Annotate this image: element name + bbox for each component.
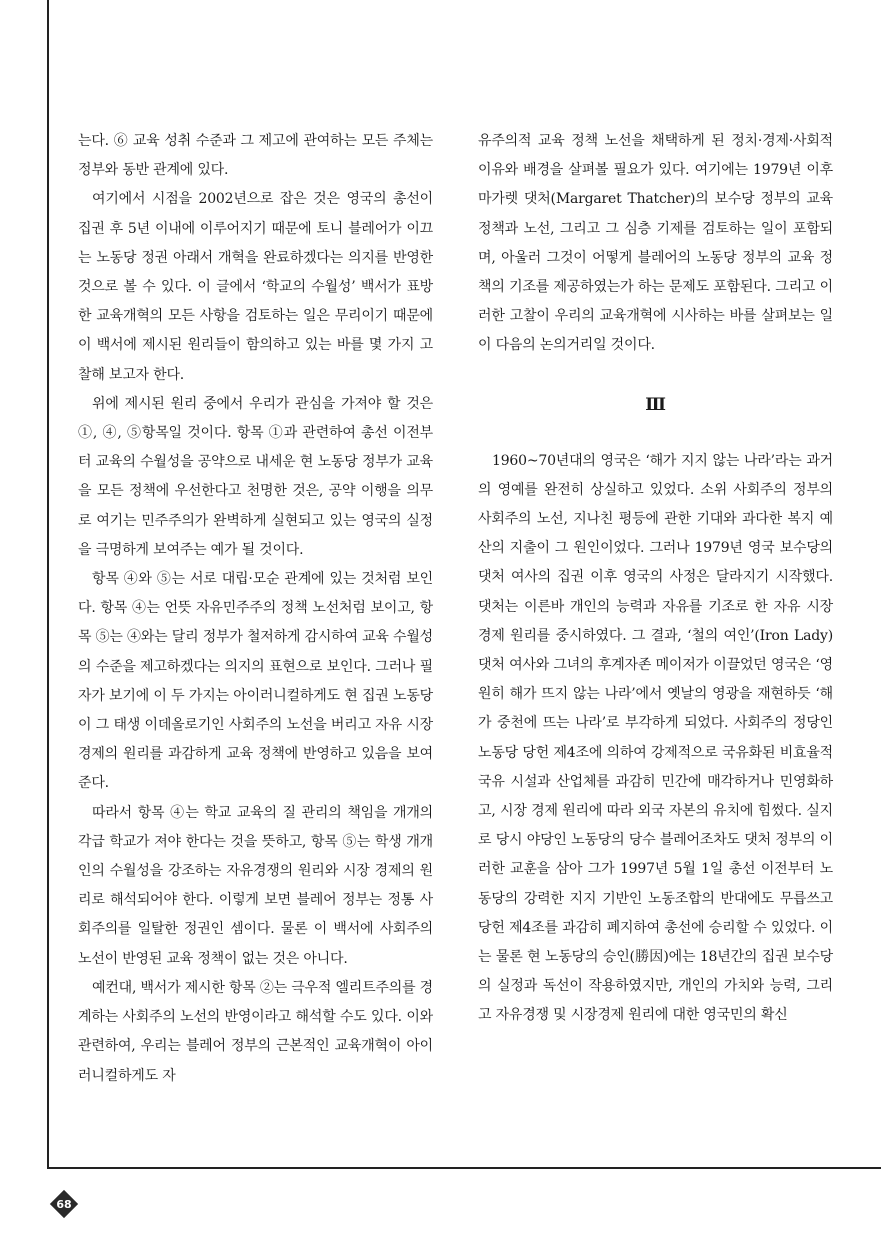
page-frame-left-rule xyxy=(47,0,49,1168)
paragraph: 따라서 항목 ④는 학교 교육의 질 관리의 책임을 개개의 각급 학교가 져야 한다는 것을 뜻하고, 항목 ⑤는 학생 개개인의 수월성을 강조하는 자유경쟁의 원리와 시장 경제의 원리로 해석되어야 한다. 이렇게 보면 블레어 정부는 정통 사회주의를 일탈한 정권인 셈이다. 물론 이 백서에 사회주의 노선이 반영된 교육 정책이 없는 것은 아니다. xyxy=(78,804,433,967)
section-heading: Ⅲ xyxy=(645,394,666,415)
paragraph: 는다. ⑥ 교육 성취 수준과 그 제고에 관여하는 모든 주체는 정부와 동반 관계에 있다. xyxy=(78,133,433,179)
paragraph: 1960~70년대의 영국은 ‘해가 지지 않는 나라’라는 과거의 영예를 완전히 상실하고 있었다. 소위 사회주의 정부의 사회주의 노선, 지나친 평등에 관한 기대와 과다한 복지 예산의 지출이 그 원인이었다. 그러나 1979년 영국 보수당의 댓처 여사의 집권 이후 영국의 사정은 달라지기 시작했다. 댓처는 이른바 개인의 능력과 자유를 기조로 한 자유 시장 경제 원리를 중시하였다. 그 결과, ‘철의 여인’(Iron Lady) 댓처 여사와 그녀의 후계자존 메이저가 이끌었던 영국은 ‘영원히 해가 뜨지 않는 나라’에서 옛날의 영광을 재현하듯 ‘해가 중천에 뜨는 나라’로 부각하게 되었다. 사회주의 정당인 노동당 당헌 제4조에 의하여 강제적으로 국유화된 비효율적 국유 시설과 산업체를 과감히 민간에 매각하거나 민영화하고, 시장 경제 원리에 따라 외국 자본의 유치에 힘썼다. 실지로 당시 야당인 노동당의 당수 블레어조차도 댓처 정부의 이러한 교훈을 삼아 그가 1997년 5월 1일 총선 이전부터 노동당의 강력한 지지 기반인 노동조합의 반대에도 무릅쓰고 당헌 제4조를 과감히 폐지하여 총선에 승리할 수 있었다. 이는 물론 현 노동당의 승인(勝因)에는 18년간의 집권 보수당의 실정과 독선이 작용하였지만, 개인의 가치와 능력, 그리고 자유경쟁 및 시장경제 원리에 대한 영국민의 확신 xyxy=(478,452,833,1024)
paragraph: 예컨대, 백서가 제시한 항목 ②는 극우적 엘리트주의를 경계하는 사회주의 노선의 반영이라고 해석할 수도 있다. 이와 관련하여, 우리는 블레어 정부의 근본적인 교육개혁이 아이러니컬하게도 자 xyxy=(78,979,433,1084)
right-text-column xyxy=(478,127,833,1031)
paragraph: 항목 ④와 ⑤는 서로 대립·모순 관계에 있는 것처럼 보인다. 항목 ④는 언뜻 자유민주주의 정책 노선처럼 보이고, 항목 ⑤는 ④와는 달리 정부가 철저하게 감시하여 교육 수월성의 수준을 제고하겠다는 의지의 표현으로 보인다. 그러나 필자가 보기에 이 두 가지는 아이러니컬하게도 현 집권 노동당이 그 태생 이데올로기인 사회주의 노선을 버리고 자유 시장 경제의 원리를 과감하게 교육 정책에 반영하고 있음을 보여 준다. xyxy=(78,571,433,792)
page-frame-bottom-rule xyxy=(47,1167,881,1169)
paragraph: 여기에서 시점을 2002년으로 잡은 것은 영국의 총선이 집권 후 5년 이내에 이루어지기 때문에 토니 블레어가 이끄는 노동당 정권 아래서 개혁을 완료하겠다는 의지를 반영한 것으로 볼 수 있다. 이 글에서 ‘학교의 수월성’ 백서가 표방한 교육개혁의 모든 사항을 검토하는 일은 무리이기 때문에 이 백서에 제시된 원리들이 함의하고 있는 바를 몇 가지 고찰해 보고자 한다. xyxy=(78,191,433,383)
page-number: 68 xyxy=(56,1197,72,1211)
left-text-column xyxy=(78,127,433,1091)
paragraph: 위에 제시된 원리 중에서 우리가 관심을 가져야 할 것은 ①, ④, ⑤항목일 것이다. 항목 ①과 관련하여 총선 이전부터 교육의 수월성을 공약으로 내세운 현 노동당 정부가 교육을 모든 정책에 우선한다고 천명한 것은, 공약 이행을 의무로 여기는 민주주의가 완벽하게 실현되고 있는 영국의 실정을 극명하게 보여주는 예가 될 것이다. xyxy=(78,395,433,558)
page-number-badge xyxy=(50,1190,78,1218)
paragraph: 유주의적 교육 정책 노선을 채택하게 된 정치·경제·사회적 이유와 배경을 살펴볼 필요가 있다. 여기에는 1979년 이후 마가렛 댓처(Margaret Thatcher)의 보수당 정부의 교육 정책과 노선, 그리고 그 심층 기제를 검토하는 일이 포함되며, 아울러 그것이 어떻게 블레어의 노동당 정부의 교육 정책의 기조를 제공하였는가 하는 문제도 포함된다. 그리고 이러한 고찰이 우리의 교육개혁에 시사하는 바를 살펴보는 일이 다음의 논의거리일 것이다. xyxy=(478,133,833,354)
